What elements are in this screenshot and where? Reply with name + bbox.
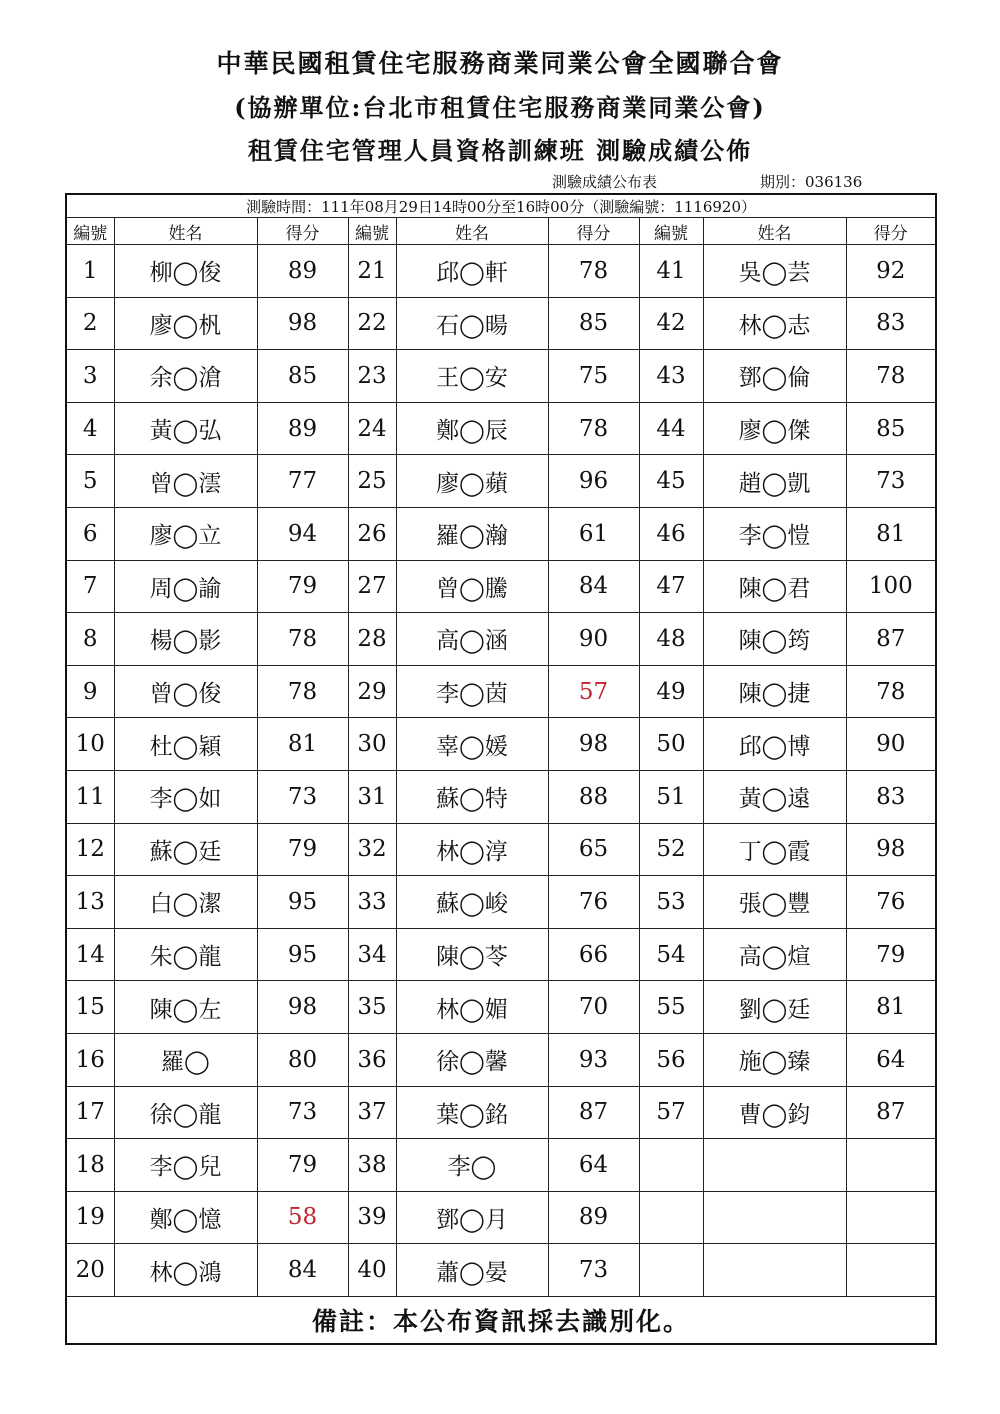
entry-name: 徐◯馨 [396,1033,548,1086]
entry-score: 85 [846,402,936,455]
entry-number: 41 [639,245,703,298]
col-score-header: 得分 [257,218,348,245]
entry-name: 廖◯杋 [114,297,257,350]
entry-score: 96 [548,455,639,508]
entry-score: 98 [257,297,348,350]
entry-name: 徐◯龍 [114,1086,257,1139]
entry-name: 鄧◯倫 [703,350,846,403]
period-label: 期別：036136 [760,173,863,191]
table-row [66,876,936,929]
entry-number: 38 [348,1139,396,1192]
entry-number: 9 [66,665,114,718]
col-number-header: 編號 [348,218,396,245]
entry-number: 30 [348,718,396,771]
entry-score [846,1139,936,1192]
entry-score: 76 [846,876,936,929]
entry-number: 53 [639,876,703,929]
entry-name: 鄧◯月 [396,1191,548,1244]
entry-name: 李◯茵 [396,665,548,718]
entry-number: 15 [66,981,114,1034]
entry-score: 73 [548,1244,639,1297]
entry-score: 85 [257,350,348,403]
entry-number: 52 [639,823,703,876]
entry-score [846,1244,936,1297]
title-co-organizer: (協辦單位:台北市租賃住宅服務商業同業公會) [234,93,766,122]
entry-score: 94 [257,507,348,560]
entry-number: 39 [348,1191,396,1244]
entry-name: 張◯豐 [703,876,846,929]
entry-score: 78 [257,613,348,666]
entry-score: 89 [548,1191,639,1244]
entry-number: 25 [348,455,396,508]
entry-name: 林◯淳 [396,823,548,876]
entry-score: 100 [846,560,936,613]
entry-score: 77 [257,455,348,508]
entry-score: 79 [257,1139,348,1192]
entry-number: 24 [348,402,396,455]
entry-name: 陳◯君 [703,560,846,613]
entry-name: 趙◯凱 [703,455,846,508]
entry-score: 98 [548,718,639,771]
col-name-header: 姓名 [703,218,846,245]
entry-score: 65 [548,823,639,876]
table-row [66,507,936,560]
entry-name: 周◯諭 [114,560,257,613]
entry-name: 鄭◯憶 [114,1191,257,1244]
entry-score: 79 [257,560,348,613]
entry-number: 50 [639,718,703,771]
exam-time-info: 測驗時間：111年08月29日14時00分至16時00分（測驗編號：1116920） [66,194,936,218]
title-course: 租賃住宅管理人員資格訓練班 測驗成績公佈 [247,136,753,165]
entry-number: 31 [348,770,396,823]
entry-score: 90 [846,718,936,771]
entry-number: 46 [639,507,703,560]
entry-name: 黃◯遠 [703,770,846,823]
entry-name: 廖◯蘋 [396,455,548,508]
entry-score: 87 [548,1086,639,1139]
col-score-header: 得分 [548,218,639,245]
entry-score: 84 [257,1244,348,1297]
entry-name: 劉◯廷 [703,981,846,1034]
entry-score: 79 [846,928,936,981]
entry-score: 61 [548,507,639,560]
entry-name: 黃◯弘 [114,402,257,455]
entry-score: 89 [257,245,348,298]
entry-number: 42 [639,297,703,350]
entry-number: 21 [348,245,396,298]
entry-name: 邱◯博 [703,718,846,771]
entry-number: 26 [348,507,396,560]
entry-score: 78 [257,665,348,718]
entry-number: 43 [639,350,703,403]
entry-number: 8 [66,613,114,666]
entry-name: 李◯如 [114,770,257,823]
entry-number: 7 [66,560,114,613]
table-row [66,1191,936,1244]
entry-number [639,1244,703,1297]
entry-number: 14 [66,928,114,981]
entry-number: 57 [639,1086,703,1139]
table-row [66,928,936,981]
entry-number: 4 [66,402,114,455]
entry-score: 81 [846,981,936,1034]
entry-score: 78 [548,245,639,298]
entry-number: 55 [639,981,703,1034]
table-row [66,613,936,666]
entry-number: 11 [66,770,114,823]
table-row [66,770,936,823]
entry-name: 陳◯左 [114,981,257,1034]
entry-name: 高◯涵 [396,613,548,666]
entry-number: 27 [348,560,396,613]
entry-name: 邱◯軒 [396,245,548,298]
entry-name: 吳◯芸 [703,245,846,298]
entry-number: 47 [639,560,703,613]
score-table-body [66,245,936,1297]
entry-score: 66 [548,928,639,981]
entry-name: 蘇◯峻 [396,876,548,929]
entry-number: 40 [348,1244,396,1297]
entry-score: 64 [548,1139,639,1192]
entry-number: 37 [348,1086,396,1139]
entry-name: 石◯暘 [396,297,548,350]
entry-score: 64 [846,1033,936,1086]
entry-name: 李◯ [396,1139,548,1192]
entry-number: 45 [639,455,703,508]
entry-score: 58 [257,1191,348,1244]
entry-number: 3 [66,350,114,403]
table-row [66,823,936,876]
entry-number: 19 [66,1191,114,1244]
entry-score: 81 [257,718,348,771]
entry-score: 98 [846,823,936,876]
entry-score: 87 [846,1086,936,1139]
footer-note: 備註：本公布資訊採去識別化。 [66,1296,936,1344]
entry-number: 36 [348,1033,396,1086]
table-row [66,455,936,508]
entry-name [703,1139,846,1192]
table-label: 測驗成績公布表 [552,173,658,191]
entry-name: 朱◯龍 [114,928,257,981]
entry-score: 85 [548,297,639,350]
entry-name: 曹◯鈞 [703,1086,846,1139]
entry-number: 49 [639,665,703,718]
entry-score: 98 [257,981,348,1034]
entry-number: 1 [66,245,114,298]
entry-name: 白◯潔 [114,876,257,929]
table-row [66,981,936,1034]
entry-number: 16 [66,1033,114,1086]
table-row [66,665,936,718]
score-table [65,193,937,1345]
entry-score: 79 [257,823,348,876]
entry-number: 48 [639,613,703,666]
entry-score: 93 [548,1033,639,1086]
entry-number: 44 [639,402,703,455]
col-name-header: 姓名 [114,218,257,245]
entry-score: 73 [846,455,936,508]
table-row [66,1139,936,1192]
table-row [66,1086,936,1139]
entry-score: 95 [257,876,348,929]
table-row [66,402,936,455]
entry-score: 88 [548,770,639,823]
table-row [66,245,936,298]
entry-name: 柳◯俊 [114,245,257,298]
entry-score: 83 [846,297,936,350]
entry-number: 17 [66,1086,114,1139]
entry-name: 陳◯筠 [703,613,846,666]
col-name-header: 姓名 [396,218,548,245]
entry-score: 89 [257,402,348,455]
entry-name: 羅◯瀚 [396,507,548,560]
entry-name: 陳◯捷 [703,665,846,718]
entry-number: 35 [348,981,396,1034]
entry-number: 18 [66,1139,114,1192]
entry-number: 23 [348,350,396,403]
entry-score: 57 [548,665,639,718]
entry-name: 李◯兒 [114,1139,257,1192]
entry-number: 10 [66,718,114,771]
entry-score: 73 [257,770,348,823]
entry-score: 83 [846,770,936,823]
entry-number: 56 [639,1033,703,1086]
entry-name [703,1191,846,1244]
table-row [66,1033,936,1086]
entry-name: 蘇◯特 [396,770,548,823]
entry-score: 80 [257,1033,348,1086]
entry-number: 29 [348,665,396,718]
entry-score: 90 [548,613,639,666]
entry-score: 78 [846,665,936,718]
entry-name: 曾◯騰 [396,560,548,613]
entry-name: 蕭◯晏 [396,1244,548,1297]
entry-name: 陳◯苓 [396,928,548,981]
entry-name: 林◯志 [703,297,846,350]
table-row [66,350,936,403]
entry-name: 蘇◯廷 [114,823,257,876]
entry-name: 施◯臻 [703,1033,846,1086]
col-score-header: 得分 [846,218,936,245]
entry-name: 林◯媚 [396,981,548,1034]
entry-score: 75 [548,350,639,403]
column-header-row [66,218,936,245]
entry-name: 辜◯媛 [396,718,548,771]
entry-name: 葉◯銘 [396,1086,548,1139]
entry-number [639,1191,703,1244]
entry-score: 92 [846,245,936,298]
entry-score: 78 [548,402,639,455]
title-federation: 中華民國租賃住宅服務商業同業公會全國聯合會 [216,49,784,78]
entry-number: 13 [66,876,114,929]
col-number-header: 編號 [66,218,114,245]
table-row [66,718,936,771]
col-number-header: 編號 [639,218,703,245]
entry-number: 33 [348,876,396,929]
table-row [66,1244,936,1297]
entry-score: 87 [846,613,936,666]
entry-name: 李◯愷 [703,507,846,560]
entry-number: 6 [66,507,114,560]
entry-number [639,1139,703,1192]
entry-number: 51 [639,770,703,823]
entry-number: 5 [66,455,114,508]
entry-score: 78 [846,350,936,403]
entry-score: 95 [257,928,348,981]
entry-score: 73 [257,1086,348,1139]
entry-number: 32 [348,823,396,876]
table-row [66,297,936,350]
entry-number: 34 [348,928,396,981]
entry-number: 12 [66,823,114,876]
entry-name: 鄭◯辰 [396,402,548,455]
entry-name: 杜◯穎 [114,718,257,771]
entry-score: 76 [548,876,639,929]
entry-name: 廖◯立 [114,507,257,560]
entry-score [846,1191,936,1244]
entry-name: 曾◯澐 [114,455,257,508]
entry-number: 28 [348,613,396,666]
entry-name: 曾◯俊 [114,665,257,718]
entry-number: 54 [639,928,703,981]
entry-name: 高◯煊 [703,928,846,981]
entry-name: 王◯安 [396,350,548,403]
entry-name [703,1244,846,1297]
entry-name: 羅◯ [114,1033,257,1086]
entry-name: 林◯鴻 [114,1244,257,1297]
entry-name: 楊◯影 [114,613,257,666]
entry-score: 70 [548,981,639,1034]
entry-name: 余◯滄 [114,350,257,403]
entry-number: 2 [66,297,114,350]
entry-score: 84 [548,560,639,613]
entry-number: 22 [348,297,396,350]
entry-number: 20 [66,1244,114,1297]
table-row [66,560,936,613]
entry-score: 81 [846,507,936,560]
entry-name: 丁◯霞 [703,823,846,876]
entry-name: 廖◯傑 [703,402,846,455]
